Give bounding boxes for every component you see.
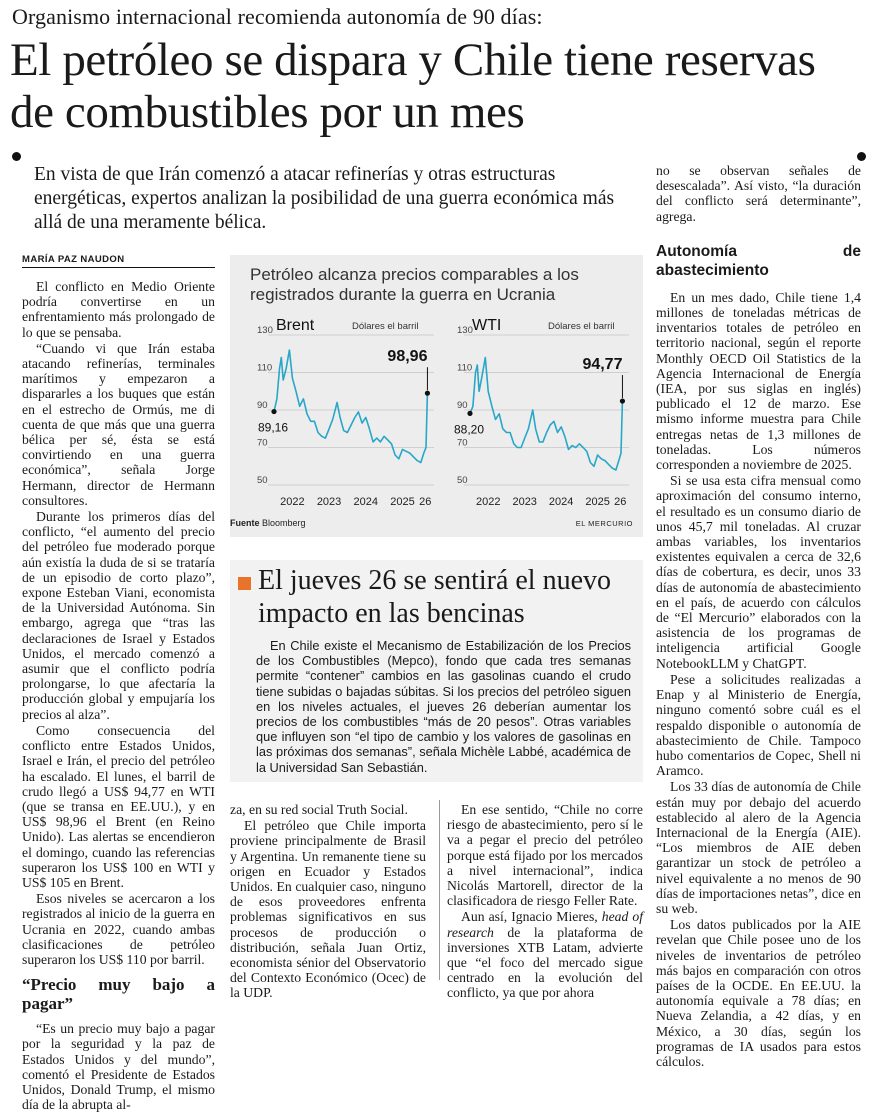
y-tick-label: 70 [257,437,268,449]
column-1 [22,279,215,1112]
y-tick-label: 110 [457,362,473,374]
column-2 [230,802,426,1001]
y-tick-label: 90 [457,400,468,411]
end-value-label: 94,77 [582,356,623,374]
accent-square-icon [238,577,251,590]
column-divider [439,800,440,980]
paragraph: Pese a solicitudes realizadas a Enap y al Ministerio de Energía, ninguno comentó sobre cuál es el respaldo disponible o autonomía de abastecimiento de Chile. Tampoco hubo comentarios de Copec, Shell ni Aramco. [656,671,861,779]
sidebar-box [230,560,643,782]
paragraph: “Cuando vi que Irán estaba atacando refinerías, terminales marítimos y empezaron a dispararles a los buques que están en el estrecho de Ormús, me di cuenta de que más que una guerra bélica per sé, ésta se está convirtiendo en una guerra económica”, señala Jorge Hermann, director de Hermann consultores. [22,340,215,508]
text-run-italic: head of research [447,909,643,940]
paragraph: En ese sentido, “Chile no corre riesgo de abastecimiento, pero sí le va a pegar el precio del petróleo porque está fijado por los mercados a nivel internacional”, indica Nicolás Martorell, director de la clasificadora de riesgo Feller Rate. [447,802,643,909]
x-tick-label: 2025 [390,496,415,508]
source-label: Fuente [230,518,260,528]
byline: MARÍA PAZ NAUDON [22,254,125,265]
end-point [620,398,625,403]
y-tick-label: 50 [257,475,268,486]
start-point [271,409,276,414]
chart-plot [230,255,643,537]
y-tick-label: 70 [457,437,468,449]
panel-unit: Dólares el barril [352,321,419,332]
paragraph: El conflicto en Medio Oriente podría convertirse en un enfrentamiento más prolongado de lo que se pensaba. [22,279,215,340]
paragraph: Durante los primeros días del conflicto, “el aumento del precio del petróleo fue moderado porque aún existía la duda de si se trataría de un episodio de corto plazo”, expone Esteban Viani, economista de la Universidad Autónoma. Sin embargo, agrega que “tras las declaraciones de Israel y Estados Unidos, el mercado comenzó a asumir que el conflicto podría prolongarse, lo que afectaría la producción global y empujaría los precios al alza”. [22,509,215,722]
panel-title-wti: WTI [472,317,502,334]
source-name: Bloomberg [262,518,306,528]
paragraph: Si se usa esta cifra mensual como aproximación del consumo interno, el resultado es un consumo diario de unos 45,7 mil toneladas. Al cruzar ambas variables, los inventarios existentes equivalen a cerca de 32,6 días de cobertura, es decir, unos 33 días de autonomía de abastecimiento en el país, de acuerdo con cálculos de “El Mercurio” elaborados con la asistencia de los programas de inteligencia artificial Google NotebookLLM y ChatGPT. [656,473,861,671]
bullet-dot-icon [12,152,21,161]
x-tick-label: 2022 [475,496,501,508]
paragraph: za, en su red social Truth Social. [230,802,408,817]
y-tick-label: 130 [257,325,273,336]
end-value-label: 98,96 [387,348,428,366]
x-tick-label: 2024 [548,496,574,508]
publisher-credit: EL MERCURIO [575,519,633,528]
column-3 [447,802,643,1001]
paragraph: “Es un precio muy bajo a pagar por la seguridad y la paz de Estados Unidos y del mundo”, comentó el Presidente de Estados Unidos, Donald Trump, el mismo día de la abrupta al- [22,1021,215,1112]
end-point [425,391,430,396]
x-tick-label: 2023 [512,496,537,508]
box-body [256,638,631,775]
paragraph [447,909,643,1000]
paragraph: En Chile existe el Mecanismo de Estabilización de los Precios de los Combustibles (Mepco), fondo que cada tres semanas permite “contener” cambios en las gasolinas cuando el crudo tiene subidas o bajadas súbitas. Si los precios del petróleo siguen en los niveles actuales, el jueves 26 deberían aumentar los precios de los combustibles “más de 20 pesos”. Otras variables que influyen son “el tipo de cambio y los valores de gasolinas en las próximas dos semanas”, señala Michèle Labbé, académica de la Universidad San Sebastián. [256,638,631,775]
y-tick-label: 110 [257,362,273,374]
paragraph: Esos niveles se acercaron a los registrados al inicio de la guerra en Ucrania en 2022, cuando ambas clasificaciones de petróleo superaron los US$ 110 por barril. [22,891,215,967]
paragraph: En un mes dado, Chile tiene 1,4 millones de toneladas métricas de inventarios totales de petróleo en territorio nacional, según el reporte Monthly OECD Oil Statistics de la Agencia Internacional de Energía (IEA, por sus siglas en inglés) publicado el 12 de marzo. Ese mismo informe muestra para Chile entregas netas de 1,3 millones de toneladas. Los números corresponden a noviembre de 2025. [656,289,861,473]
y-tick-label: 90 [257,400,268,411]
subhead-autonomia: Autonomía de abastecimiento [656,242,861,279]
paragraph: no se observan señales de desescalada”. Así visto, “la duración del conflicto será determinante”, agrega. [656,163,861,224]
x-tick-label: 2025 [585,496,610,508]
start-value-label: 89,16 [258,420,289,435]
x-tick-label: 2023 [316,496,342,508]
x-tick-label: 26 [419,496,432,508]
series-line-wti [470,358,622,471]
byline-rule [22,267,215,268]
panel-title-brent: Brent [276,317,315,334]
x-tick-label: 26 [614,496,627,508]
bullet-dot-icon [857,152,866,161]
paragraph: Los datos publicados por la AIE revelan que Chile posee uno de los niveles de inventarios de petróleo más bajos en comparación con otros países de la OCDE. En EE.UU. la autonomía equivale a 78 días; en Nueva Zelandia, a 42 días, y en México, a 30 días, según los programas de IA usados para estos cálculos. [656,917,861,1069]
series-line-brent [274,350,427,463]
text-run: Aun así, Ignacio Mieres, [461,909,602,925]
y-tick-label: 50 [457,475,468,486]
y-tick-label: 130 [457,325,473,336]
start-point [467,411,472,416]
column-4 [656,163,861,1069]
deck: En vista de que Irán comenzó a atacar refinerías y otras estructuras energéticas, expertos analizan la posibilidad de una guerra económica más allá de una meramente bélica. [34,164,615,233]
kicker: Organismo internacional recomienda autonomía de 90 días: [12,4,543,29]
box-title: El jueves 26 se sentirá el nuevo impacto en las bencinas [258,565,612,629]
chart [230,255,643,537]
paragraph: El petróleo que Chile importa proviene principalmente de Brasil y Argentina. Un remanente tiene su origen en Ecuador y Estados Unidos. En cualquier caso, ninguno de esos proveedores enfrenta problemas significativos en sus procesos de producción o distribución, señala Juan Ortiz, economista sénior del Observatorio del Contexto Económico (Ocec) de la UDP. [230,818,426,1001]
start-value-label: 88,20 [454,422,485,437]
x-tick-label: 2022 [280,496,305,508]
x-tick-label: 2024 [353,496,379,508]
paragraph: Como consecuencia del conflicto entre Estados Unidos, Israel e Irán, el precio del petróleo ha escalado. El lunes, el barril de crudo llegó a US$ 94,77 en WTI (que se transa en EE.UU.), y en US$ 98,96 el Brent (en Reino Unido). Las alertas se encendieron el domingo, cuando las referencias superaron los US$ 100 en WTI y US$ 105 en Brent. [22,722,215,890]
chart-source [230,518,306,528]
paragraph: Los 33 días de autonomía de Chile están muy por debajo del acuerdo establecido al alero de la Agencia Internacional de la Energía (AIE). “Los miembros de AIE deben garantizar un stock de petróleo a nivel equivalente a no menos de 90 días de importaciones netas”, dice en su web. [656,779,861,916]
subhead-precio: “Precio muy bajo a pagar” [22,975,215,1014]
chart-title: Petróleo alcanza precios comparables a los registrados durante la guerra en Ucrania [250,265,579,304]
headline: El petróleo se dispara y Chile tiene reservas de combustibles por un mes [10,34,816,138]
text-run: de la plataforma de inversiones XTB Latam, advierte que “el foco del mercado sigue centrado en la evolución del conflicto, ya que por ahora [447,924,643,1001]
panel-unit: Dólares el barril [548,321,615,332]
